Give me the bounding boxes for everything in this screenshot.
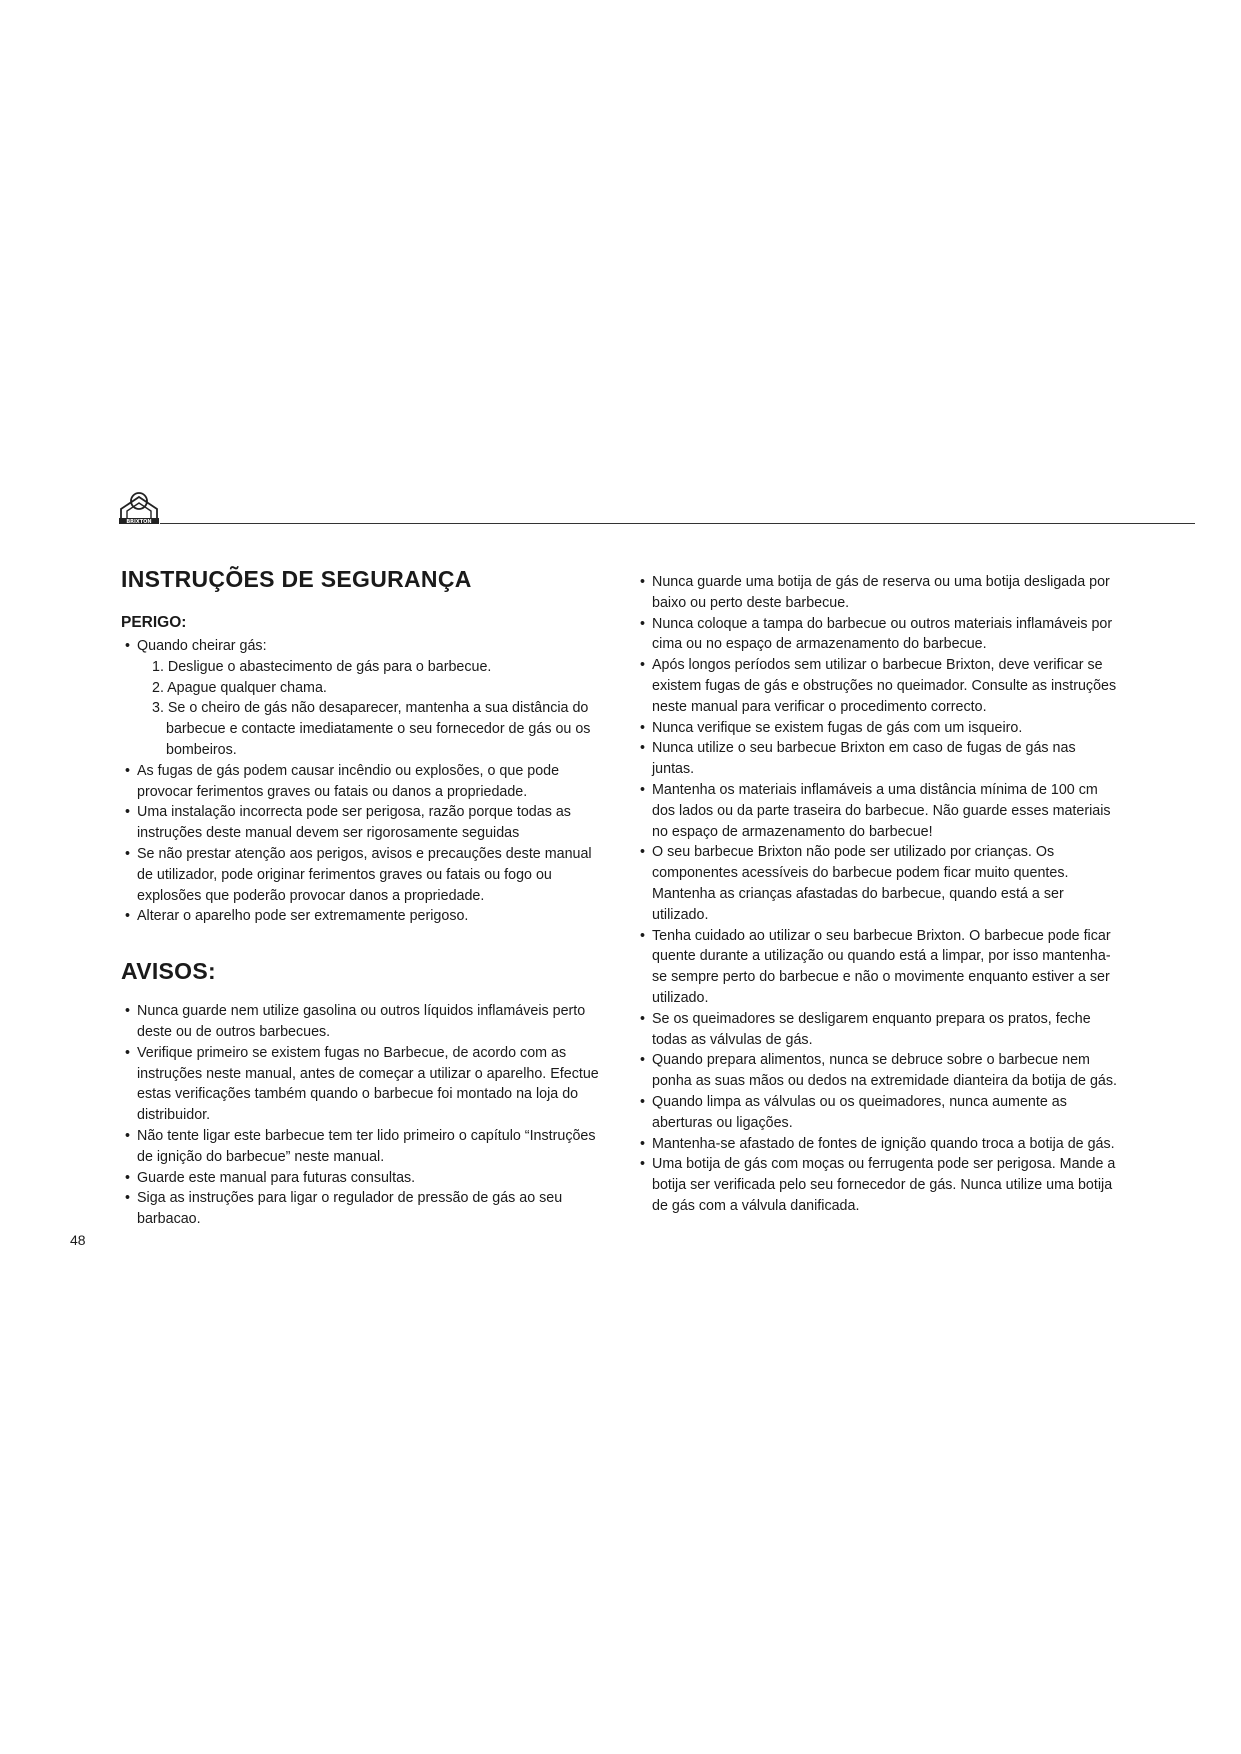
bullet-item: • Nunca guarde nem utilize gasolina ou outros líquidos inflamáveis perto deste ou de outros barbecues. <box>121 1001 611 1043</box>
bullet-item: • Após longos períodos sem utilizar o barbecue Brixton, deve verificar se existem fugas de gás e obstruções no queimador. Consulte as instruções neste manual para verificar o procedimento correcto. <box>636 655 1121 717</box>
numbered-step: 3. Se o cheiro de gás não desaparecer, mantenha a sua distância do barbecue e contacte imediatamente o seu fornecedor de gás ou os bombeiros. <box>152 700 591 758</box>
header-rule <box>160 523 1195 524</box>
bullet-item: • Se os queimadores se desligarem enquanto prepara os pratos, feche todas as válvulas de gás. <box>636 1009 1121 1051</box>
bullet-item: • Siga as instruções para ligar o regulador de pressão de gás ao seu barbacao. <box>121 1188 611 1230</box>
perigo-list <box>121 636 611 927</box>
bullet-item: • Verifique primeiro se existem fugas no Barbecue, de acordo com as instruções neste manual, antes de começar a utilizar o aparelho. Efectue estas verificações também quando o barbecue foi montado na loja do distribuidor. <box>121 1043 611 1126</box>
bullet-item: • Alterar o aparelho pode ser extremamente perigoso. <box>121 906 611 927</box>
avisos-heading: AVISOS: <box>121 958 216 985</box>
avisos-list <box>121 1001 611 1230</box>
bullet-item: • Quando prepara alimentos, nunca se debruce sobre o barbecue nem ponha as suas mãos ou dedos na extremidade dianteira da botija de gás. <box>636 1050 1121 1092</box>
bullet-item: • Quando cheirar gás: <box>121 636 611 657</box>
bullet-item: • Nunca utilize o seu barbecue Brixton em caso de fugas de gás nas juntas. <box>636 738 1121 780</box>
right-warnings-list <box>636 572 1121 1217</box>
numbered-step: 2. Apague qualquer chama. <box>152 679 327 696</box>
bullet-item: • Tenha cuidado ao utilizar o seu barbecue Brixton. O barbecue pode ficar quente durante a utilização ou quando está a limpar, por isso mantenha-se sempre perto do barbecue e não o movimente enquanto estiver a ser utilizado. <box>636 926 1121 1009</box>
bullet-item: • Mantenha os materiais inflamáveis a uma distância mínima de 100 cm dos lados ou da parte traseira do barbecue. Não guarde esses materiais no espaço de armazenamento do barbecue! <box>636 780 1121 842</box>
bullet-item: • Não tente ligar este barbecue tem ter lido primeiro o capítulo “Instruções de ignição do barbecue” neste manual. <box>121 1126 611 1168</box>
numbered-step: 1. Desligue o abastecimento de gás para o barbecue. <box>152 658 492 675</box>
brixton-logo-icon <box>118 490 160 526</box>
bullet-item: • Mantenha-se afastado de fontes de ignição quando troca a botija de gás. <box>636 1134 1121 1155</box>
bullet-item: • Nunca guarde uma botija de gás de reserva ou uma botija desligada por baixo ou perto deste barbecue. <box>636 572 1121 614</box>
bullet-item: • As fugas de gás podem causar incêndio ou explosões, o que pode provocar ferimentos graves ou fatais ou danos a propriedade. <box>121 761 611 803</box>
brixton-logo <box>118 490 160 526</box>
right-column <box>636 572 1121 1217</box>
bullet-item: • Nunca coloque a tampa do barbecue ou outros materiais inflamáveis por cima ou no espaço de armazenamento do barbecue. <box>636 614 1121 656</box>
bullet-item: • Uma instalação incorrecta pode ser perigosa, razão porque todas as instruções deste manual devem ser rigorosamente seguidas <box>121 802 611 844</box>
perigo-heading: PERIGO: <box>121 614 187 631</box>
bullet-item: • O seu barbecue Brixton não pode ser utilizado por crianças. Os componentes acessíveis do barbecue podem ficar muito quentes. Mantenha as crianças afastadas do barbecue, quando está a ser utilizado. <box>636 842 1121 925</box>
page-title: INSTRUÇÕES DE SEGURANÇA <box>121 566 472 592</box>
bullet-item: • Quando limpa as válvulas ou os queimadores, nunca aumente as aberturas ou ligações. <box>636 1092 1121 1134</box>
bullet-item: • Nunca verifique se existem fugas de gás com um isqueiro. <box>636 718 1121 739</box>
brixton-logo-text: BRIXTON <box>126 519 152 525</box>
page-number: 48 <box>70 1232 86 1248</box>
bullet-item: • Se não prestar atenção aos perigos, avisos e precauções deste manual de utilizador, pode originar ferimentos graves ou fatais ou fogo ou explosões que poderão provocar danos a propriedade. <box>121 844 611 906</box>
left-column <box>121 565 611 1230</box>
bullet-item: • Uma botija de gás com moças ou ferrugenta pode ser perigosa. Mande a botija ser verificada pelo seu fornecedor de gás. Nunca utilize uma botija de gás com a válvula danificada. <box>636 1154 1121 1216</box>
bullet-item: • Guarde este manual para futuras consultas. <box>121 1168 611 1189</box>
